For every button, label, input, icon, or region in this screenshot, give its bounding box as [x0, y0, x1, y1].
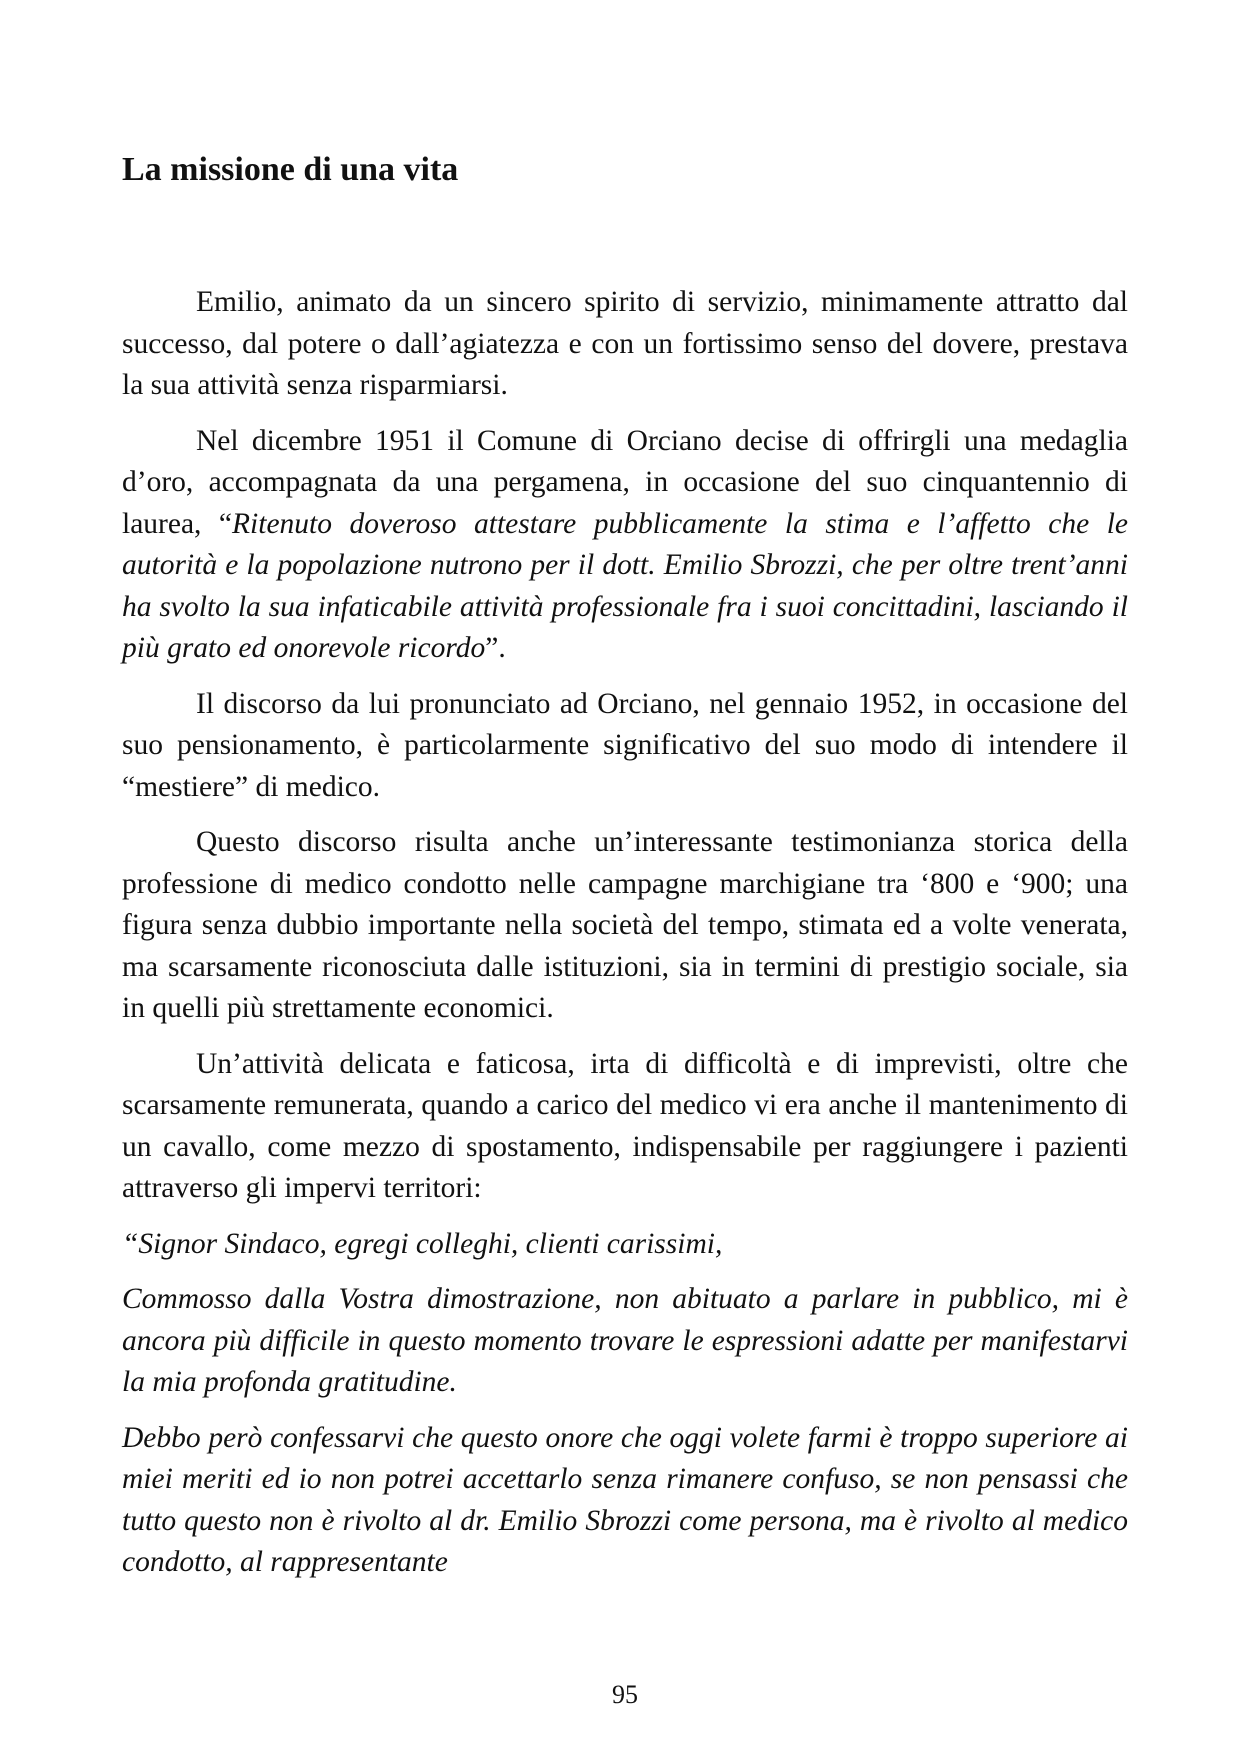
paragraph-speech: Il discorso da lui pronunciato ad Orciano, nel gennaio 1952, in occasione del suo pensionamento, è particolarmente significativo del suo modo di intendere il “mestiere” di medico. [122, 687, 1128, 803]
paragraph-gold-medal-closing: ”. [485, 632, 506, 664]
speech-confession: Debbo però confessarvi che questo onore che oggi volete farmi è troppo superiore ai miei meriti ed io non potrei accettarlo senza rimanere confuso, se non pensassi che tutto questo non è rivolto al dr. Emilio Sbrozzi come persona, ma è rivolto al medico condotto, al rappresentante [122, 1421, 1128, 1578]
page-number: 95 [612, 1680, 638, 1709]
paragraph-gold-medal [122, 421, 1128, 670]
parchment-citation: Ritenuto doveroso attestare pubblicamente la stima e l’affetto che le autorità e la popolazione nutrono per il dott. Emilio Sbrozzi, che per oltre trent’anni ha svolto la sua infaticabile attività professionale fra i suoi concittadini, lasciando il più grato ed onorevole ricordo [122, 507, 1128, 664]
chapter-title: La missione di una vita [122, 151, 459, 188]
chapter-body [122, 282, 1128, 1598]
paragraph-service: Emilio, animato da un sincero spirito di servizio, minimamente attratto dal successo, dal potere o dall’agiatezza e con un fortissimo senso del dovere, prestava la sua attività senza risparmiarsi. [122, 286, 1128, 401]
book-page [122, 0, 1128, 1754]
paragraph-gold-medal-intro: Nel dicembre 1951 il Comune di Orciano decise di offrirgli una medaglia d’oro, accompagnata da una pergamena, in occasione del suo cinquantennio di laurea, “ [122, 424, 1128, 540]
speech-greeting: “Signor Sindaco, egregi colleghi, clienti carissimi, [122, 1227, 723, 1260]
speech-gratitude: Commosso dalla Vostra dimostrazione, non abituato a parlare in pubblico, mi è ancora più difficile in questo momento trovare le espressioni adatte per manifestarvi la mia profonda gratitudine. [122, 1283, 1128, 1398]
paragraph-difficult-activity: Un’attività delicata e faticosa, irta di difficoltà e di imprevisti, oltre che scarsamente remunerata, quando a carico del medico vi era anche il mantenimento di un cavallo, come mezzo di spostamento, indispensabile per raggiungere i pazienti attraverso gli impervi territori: [122, 1047, 1128, 1204]
paragraph-historical-testimony: Questo discorso risulta anche un’interessante testimonianza storica della professione di medico condotto nelle campagne marchigiane tra ‘800 e ‘900; una figura senza dubbio importante nella società del tempo, stimata ed a volte venerata, ma scarsamente riconosciuta dalle istituzioni, sia in termini di prestigio sociale, sia in quelli più strettamente economici. [122, 826, 1128, 1024]
